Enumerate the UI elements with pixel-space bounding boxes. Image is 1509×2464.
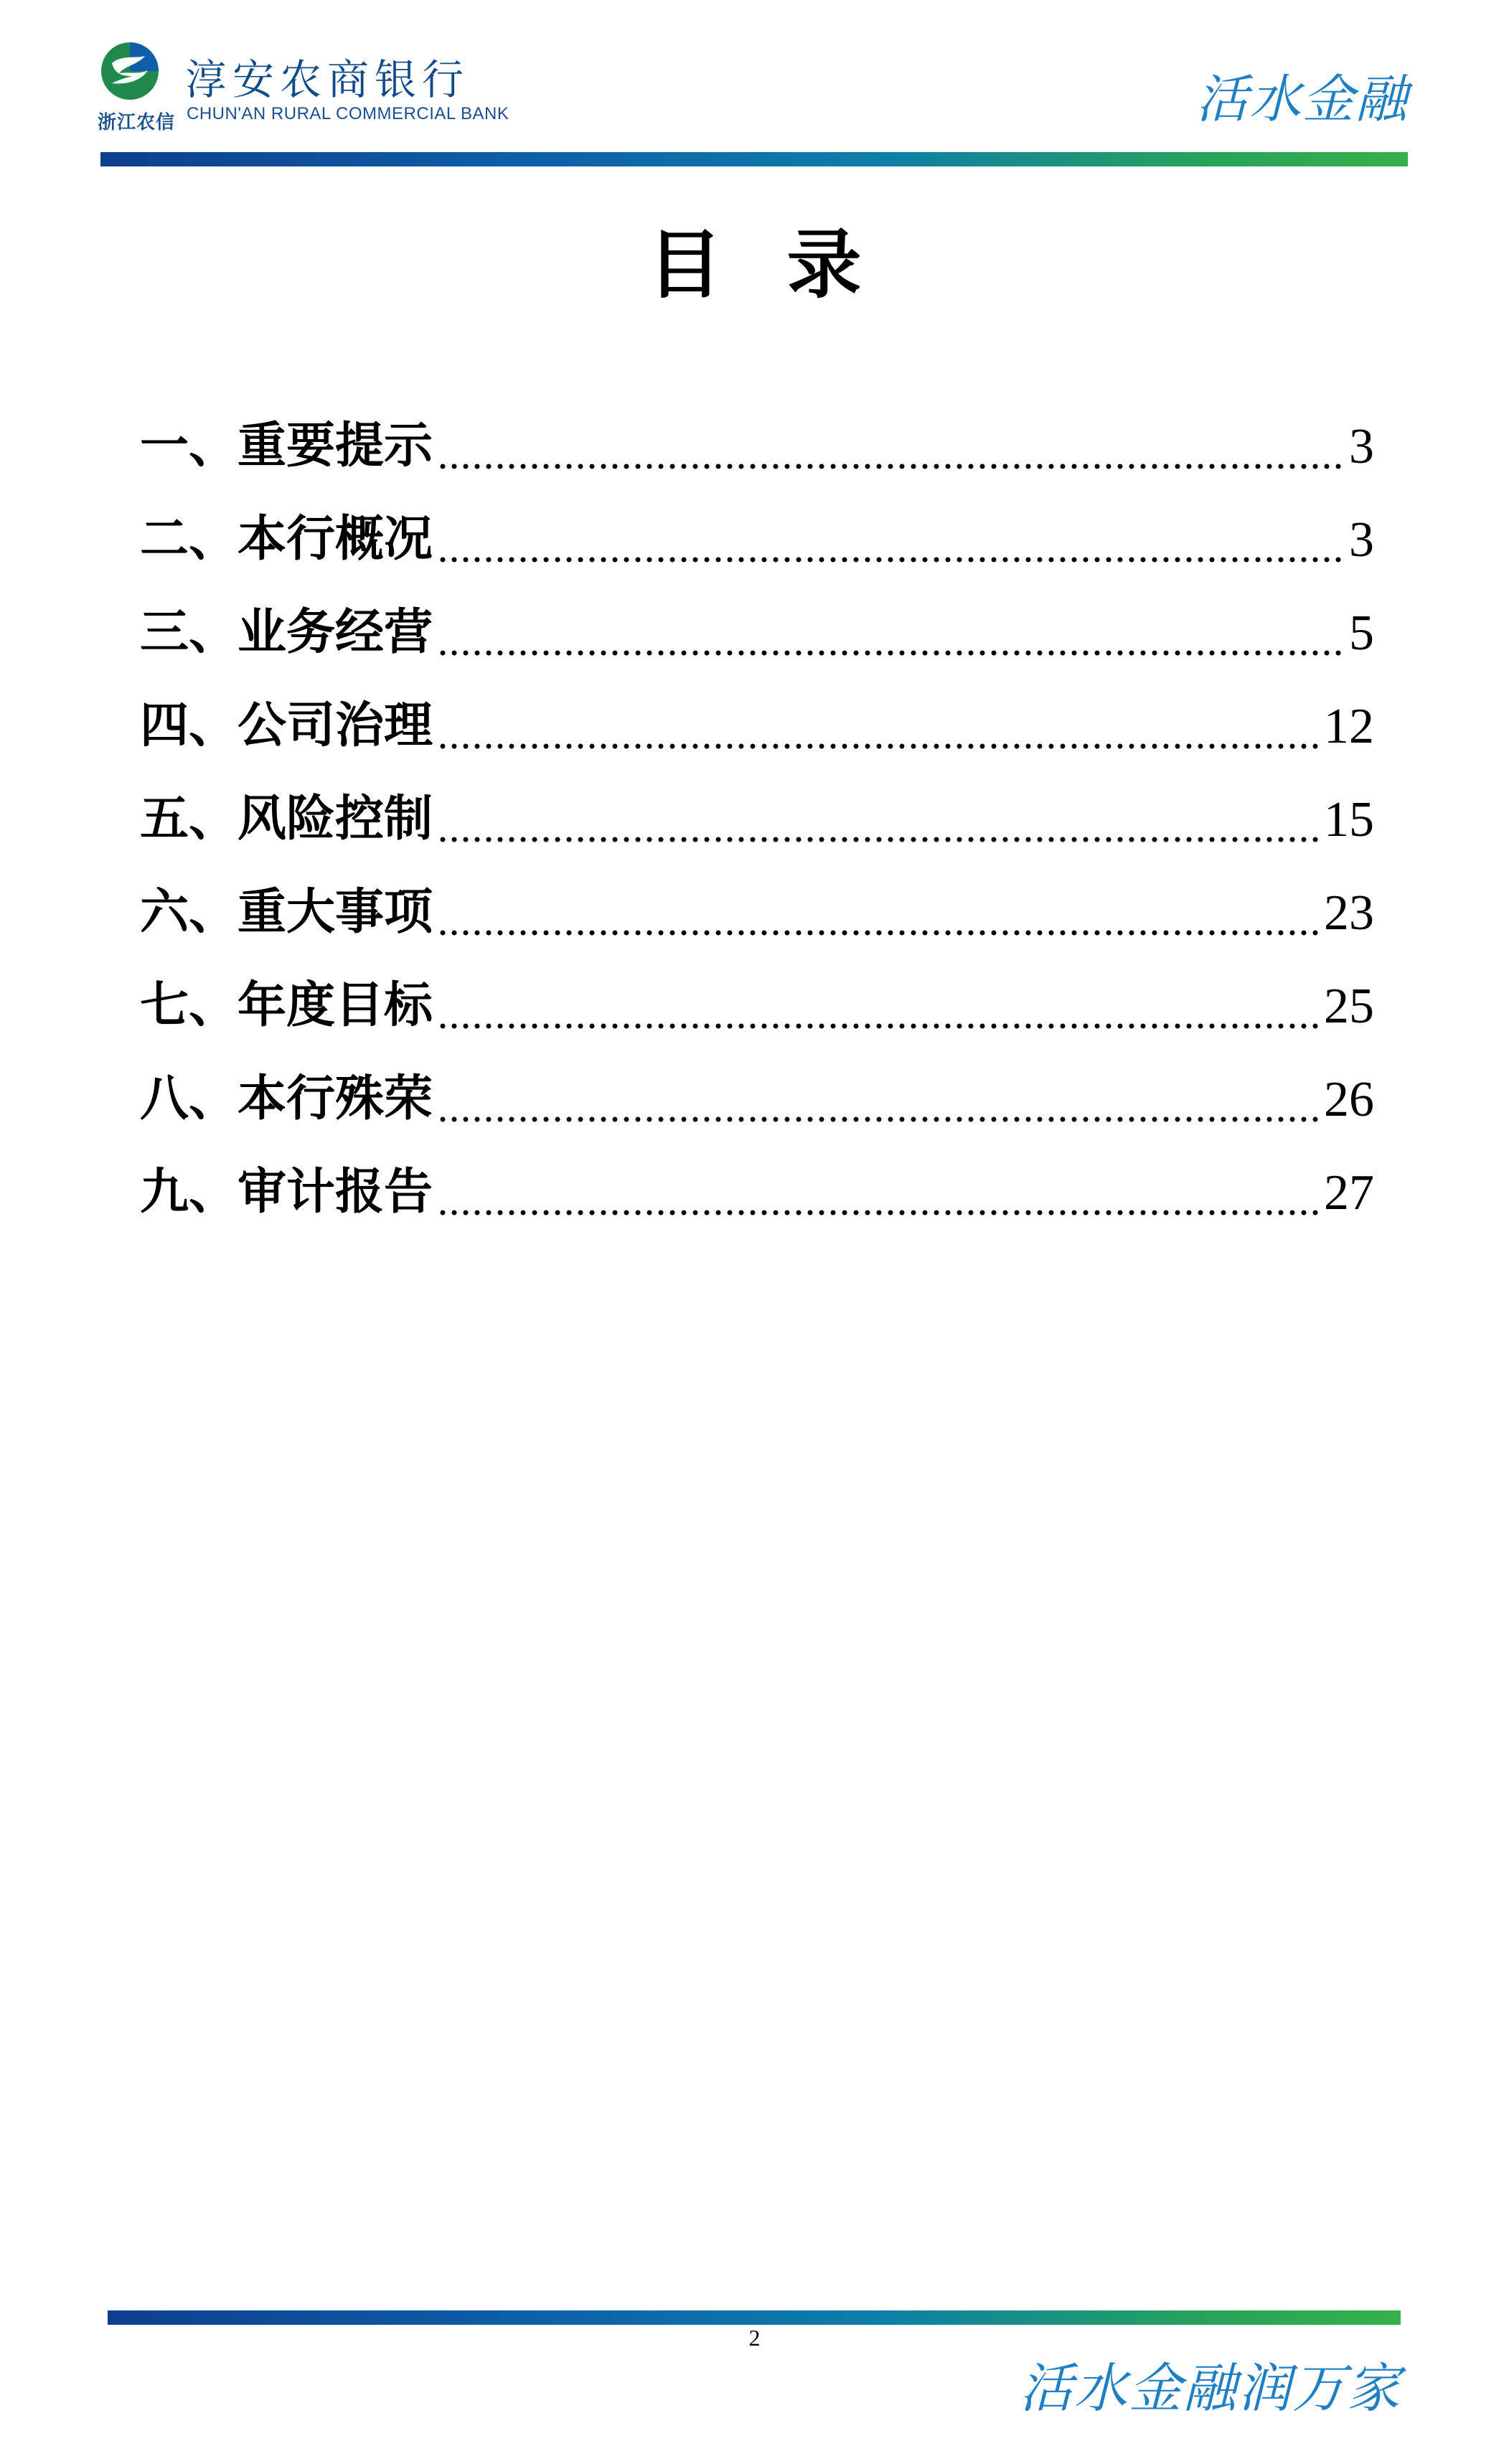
toc-entry-page: 15 — [1324, 792, 1374, 847]
toc-dot-leader — [437, 799, 1321, 842]
toc-entry-page: 5 — [1349, 606, 1374, 661]
toc-dot-leader — [437, 519, 1346, 563]
toc-dot-leader — [437, 1172, 1321, 1215]
toc-entry-page: 27 — [1324, 1165, 1374, 1221]
toc-entry[interactable] — [140, 387, 1374, 481]
logo-caption: 浙江农信 — [98, 112, 176, 133]
toc-title-part2: 录 — [786, 220, 862, 309]
header-slogan: 活水金融 — [1195, 69, 1409, 129]
toc-entry[interactable] — [140, 761, 1374, 854]
toc-entry-label: 三、业务经营 — [140, 604, 433, 661]
toc-entry-page: 3 — [1349, 419, 1374, 474]
toc-dot-leader — [437, 986, 1321, 1029]
toc-dot-leader — [437, 893, 1321, 936]
toc-entry-label: 四、公司治理 — [140, 697, 433, 754]
toc-entry-label: 二、本行概况 — [140, 511, 433, 568]
bank-logo-icon — [100, 42, 159, 100]
toc-dot-leader — [437, 706, 1321, 749]
header-color-bar — [100, 152, 1408, 166]
toc-entry[interactable] — [140, 667, 1374, 761]
toc-entry[interactable] — [140, 481, 1374, 574]
toc-entry-page: 25 — [1324, 979, 1374, 1034]
toc-entry[interactable] — [140, 1040, 1374, 1134]
toc-entry-label: 一、重要提示 — [140, 418, 433, 474]
toc-entry-page: 12 — [1324, 699, 1374, 754]
toc-entry-label: 八、本行殊荣 — [140, 1071, 433, 1127]
toc-entry[interactable] — [140, 574, 1374, 667]
toc-entry[interactable] — [140, 854, 1374, 947]
toc-entry-label: 六、重大事项 — [140, 884, 433, 941]
toc-dot-leader — [437, 1079, 1321, 1122]
toc-dot-leader — [437, 613, 1346, 656]
toc-entry-page: 23 — [1324, 885, 1374, 941]
toc-entry-page: 26 — [1324, 1072, 1374, 1127]
toc-title — [0, 204, 1509, 312]
page-number: 2 — [748, 2325, 761, 2351]
toc-entry[interactable] — [140, 1134, 1374, 1227]
toc-dot-leader — [437, 426, 1346, 469]
footer-color-bar — [108, 2310, 1401, 2325]
toc-entry-label: 七、年度目标 — [140, 977, 433, 1034]
toc-list — [140, 387, 1374, 1227]
bank-name-chinese: 淳安农商银行 — [185, 55, 470, 104]
toc-entry[interactable] — [140, 947, 1374, 1040]
toc-title-part1: 目 — [647, 220, 723, 309]
toc-entry-label: 九、审计报告 — [140, 1164, 433, 1221]
toc-entry-page: 3 — [1349, 512, 1374, 568]
bank-name-english: CHUN'AN RURAL COMMERCIAL BANK — [187, 104, 509, 123]
footer-slogan: 活水金融润万家 — [1020, 2358, 1401, 2420]
toc-entry-label: 五、风险控制 — [140, 791, 433, 847]
